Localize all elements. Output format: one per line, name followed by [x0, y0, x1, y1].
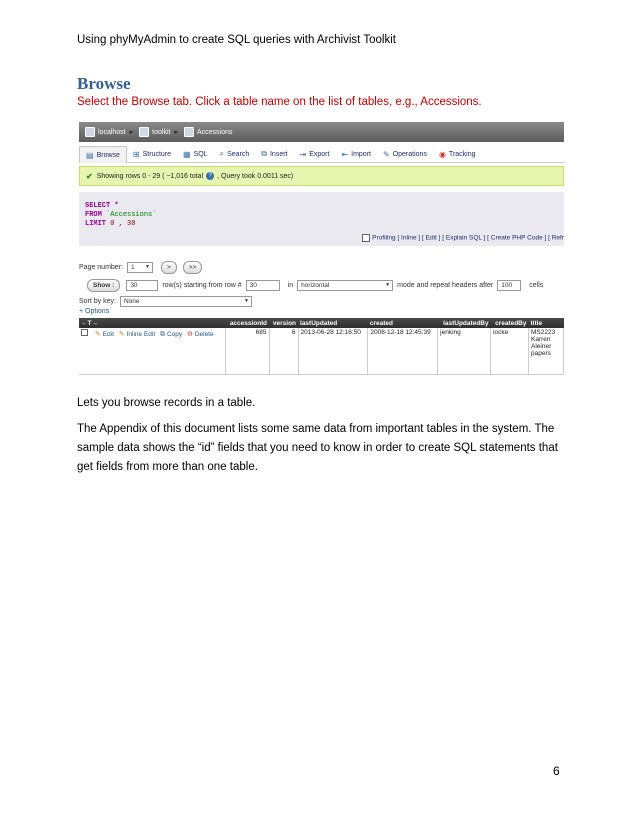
tab-import[interactable]: ⇤ Import: [341, 149, 371, 159]
next-page-button[interactable]: >: [161, 261, 177, 274]
breadcrumb-separator-icon: ▸: [129, 129, 134, 136]
phpmyadmin-screenshot: [79, 122, 564, 384]
section-title: Browse: [77, 74, 131, 93]
insert-icon: ⧉: [261, 149, 267, 158]
cell-created[interactable]: 2008-12-18 12:45:39: [368, 328, 438, 375]
browse-icon: ▤: [86, 150, 94, 160]
row-checkbox[interactable]: [81, 329, 88, 336]
structure-icon: ⊞: [132, 149, 140, 159]
sort-key-select[interactable]: None ▼: [120, 296, 252, 307]
table-row: [79, 328, 564, 375]
edit-link[interactable]: Edit: [102, 331, 114, 338]
cell-accessionId[interactable]: 685: [225, 328, 269, 375]
column-header-createdBy[interactable]: createdBy: [491, 318, 529, 328]
tab-tracking[interactable]: ◉ Tracking: [438, 149, 476, 159]
cell-title[interactable]: MS2223 Karren Aleiner papers: [529, 328, 564, 375]
cell-version[interactable]: 6: [269, 328, 298, 375]
chevron-down-icon: ▼: [244, 298, 249, 304]
cell-lastUpdatedBy[interactable]: jenking: [438, 328, 491, 375]
tab-search[interactable]: ⌕ Search: [219, 149, 250, 158]
document-header: Using phyMyAdmin to create SQL queries with Archivist Toolkit: [77, 34, 396, 46]
search-icon: ⌕: [219, 149, 225, 158]
sort-row: Sort by key: None ▼: [79, 294, 252, 308]
copy-link[interactable]: Copy: [166, 331, 183, 338]
chevron-down-icon: ▼: [145, 264, 150, 270]
last-page-button[interactable]: >>: [183, 261, 203, 274]
column-header-created[interactable]: created: [368, 318, 438, 328]
options-link[interactable]: + Options: [79, 307, 110, 315]
column-header-lastUpdated[interactable]: lastUpdated: [298, 318, 368, 328]
export-icon: ⇥: [299, 149, 307, 159]
column-header-title[interactable]: title: [529, 318, 564, 328]
breadcrumb-server[interactable]: localhost ▸: [85, 127, 133, 137]
breadcrumb-table[interactable]: Accessions: [184, 127, 232, 137]
server-icon: [85, 127, 95, 137]
breadcrumb: [79, 122, 564, 142]
column-nav-arrows[interactable]: ←T→: [79, 318, 225, 328]
copy-icon: ⧉: [159, 331, 165, 338]
tab-browse[interactable]: ▤ Browse: [79, 146, 127, 163]
tab-sql[interactable]: ▦ SQL: [183, 149, 208, 159]
sql-icon: ▦: [183, 149, 191, 159]
help-icon[interactable]: ?: [206, 172, 214, 180]
delete-icon: ⊖: [186, 331, 193, 338]
cell-createdBy[interactable]: locke: [491, 328, 529, 375]
cell-lastUpdated[interactable]: 2013-06-28 12:16:50: [298, 328, 368, 375]
breadcrumb-database[interactable]: toolkit ▸: [139, 127, 178, 137]
tab-insert[interactable]: ⧉ Insert: [261, 149, 288, 158]
profiling-checkbox[interactable]: [362, 234, 370, 242]
table-icon: [184, 127, 194, 137]
inline-edit-link[interactable]: Inline Edit: [126, 331, 156, 338]
pencil-icon: ✎: [94, 331, 101, 338]
page-number: 6: [553, 764, 560, 778]
breadcrumb-separator-icon: ▸: [174, 129, 178, 136]
page-number-select[interactable]: 1 ▼: [127, 262, 153, 273]
display-mode-select[interactable]: horizontal ▼: [297, 280, 393, 291]
chevron-down-icon: ▼: [385, 282, 391, 288]
delete-link[interactable]: Delete: [194, 331, 214, 338]
tab-operations[interactable]: ✎ Operations: [382, 149, 427, 159]
rows-input[interactable]: 30: [126, 280, 158, 291]
operations-icon: ✎: [382, 149, 390, 159]
success-message: ✔ Showing rows 0 - 29 ( ~1,016 total ? , Query took 0.0011 sec): [79, 166, 564, 186]
sql-query-box: SELECT * FROM `Accessions` LIMIT 0 , 30: [79, 192, 564, 234]
results-table: [79, 318, 564, 375]
pagination-row: Page number: 1 ▼ > >>: [79, 260, 202, 274]
body-paragraph-2: The Appendix of this document lists some same data from important tables in the system. The sample data shows the “id” fields that you need to know in order to create SQL statements that get fields from more than one table.: [77, 423, 558, 473]
tab-export[interactable]: ⇥ Export: [299, 149, 330, 159]
intro-text: Select the Browse tab. Click a table name on the list of tables, e.g., Accessions.: [77, 96, 482, 108]
inline-edit-icon: ✎: [118, 331, 125, 338]
import-icon: ⇤: [341, 149, 349, 159]
repeat-headers-input[interactable]: 100: [497, 280, 521, 291]
start-row-input[interactable]: 30: [246, 280, 280, 291]
column-header-lastUpdatedBy[interactable]: lastUpdatedBy: [438, 318, 491, 328]
column-header-version[interactable]: version: [269, 318, 298, 328]
sql-links[interactable]: Profiling [ Inline ] [ Edit ] [ Explain SQL ] [ Create PHP Code ] [ Refr: [79, 234, 564, 246]
show-button[interactable]: Show :: [87, 279, 120, 292]
body-paragraph-1: Lets you browse records in a table.: [77, 397, 256, 409]
tracking-icon: ◉: [438, 149, 446, 159]
check-icon: ✔: [86, 171, 93, 181]
tab-bar: [79, 146, 564, 163]
column-header-accessionId[interactable]: accessionId: [225, 318, 269, 328]
row-actions: [79, 328, 225, 375]
database-icon: [139, 127, 149, 137]
show-rows-row: Show : 30 row(s) starting from row # 30 in horizontal ▼ mode and repeat headers after 100 cells: [79, 278, 543, 292]
tab-structure[interactable]: ⊞ Structure: [132, 149, 172, 159]
